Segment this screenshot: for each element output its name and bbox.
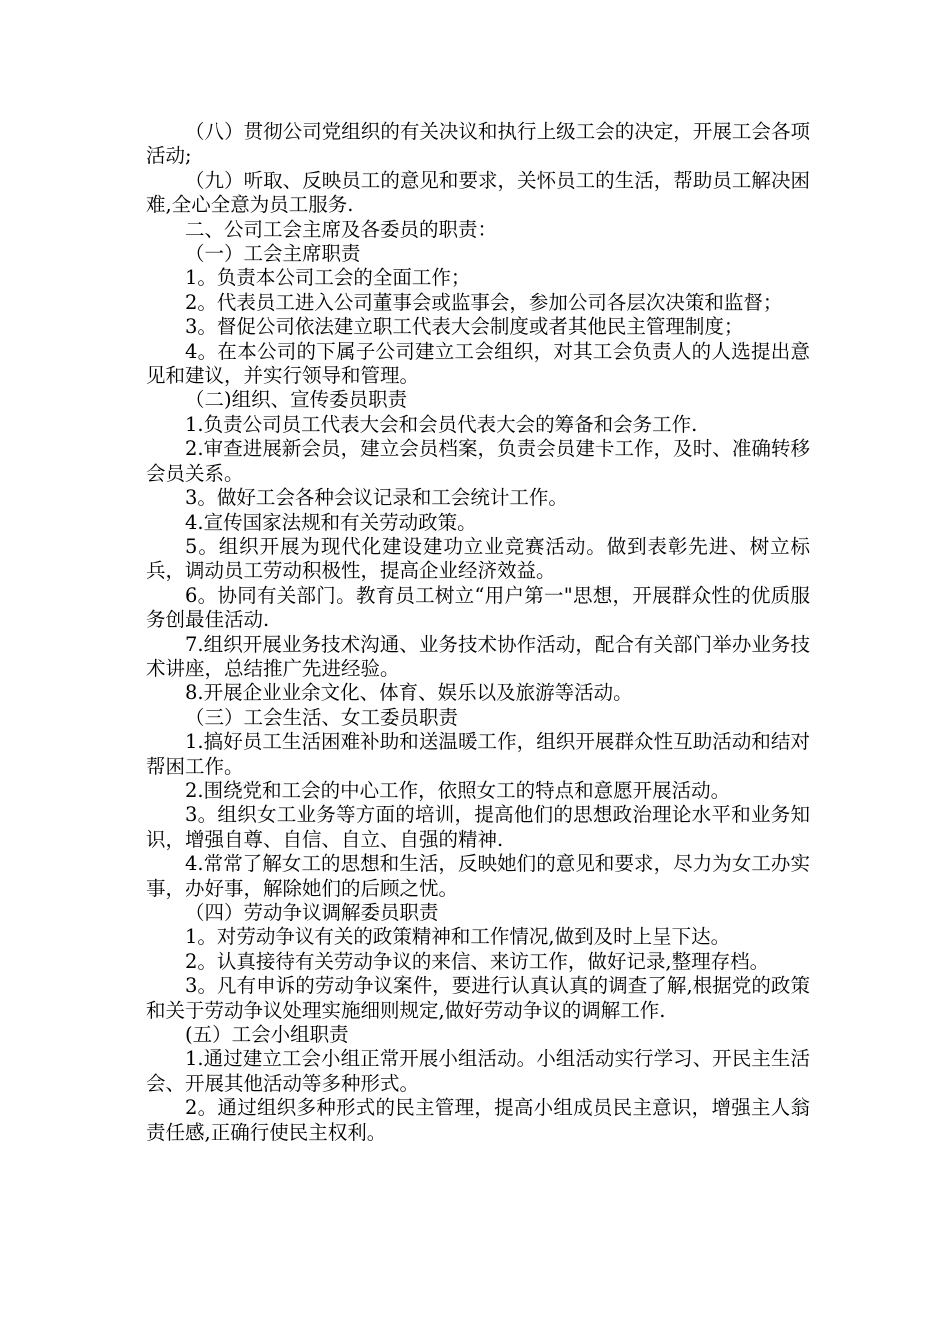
- paragraph: 1.负责公司员工代表大会和会员代表大会的筹备和会务工作.: [185, 412, 698, 436]
- paragraph: 3。督促公司依法建立职工代表大会制度或者其他民主管理制度；: [185, 315, 744, 339]
- section-heading: 二、公司工会主席及各委员的职责：: [185, 217, 498, 241]
- paragraph: 8.开展企业业余文化、体育、娱乐以及旅游等活动。: [185, 681, 633, 705]
- subsection-heading: （四）劳动争议调解委员职责: [185, 901, 439, 924]
- document-body: [146, 120, 810, 1145]
- paragraph: 5。组织开展为现代化建设建功立业竞赛活动。做到表彰先进、树立标兵，调动员工劳动积极性，提高企业经济效益。: [146, 534, 810, 583]
- paragraph: 1.搞好员工生活困难补助和送温暖工作，组织开展群众性互助活动和结对帮困工作。: [146, 730, 810, 778]
- paragraph: 4.宣传国家法规和有关劳动政策。: [185, 510, 477, 534]
- paragraph: 4。在本公司的下属子公司建立工会组织，对其工会负责人的人选提出意见和建议，并实行领导和管理。: [146, 339, 810, 388]
- paragraph: 4.常常了解女工的思想和生活，反映她们的意见和要求，尽力为女工办实事，办好事，解除她们的后顾之忧。: [146, 852, 810, 900]
- paragraph: 3。组织女工业务等方面的培训，提高他们的思想政治理论水平和业务知识，增强自尊、自信、自立、自强的精神.: [146, 803, 810, 851]
- paragraph: 2。代表员工进入公司董事会或监事会，参加公司各层次决策和监督；: [185, 290, 783, 314]
- paragraph: 2.围绕党和工会的中心工作，依照女工的特点和意愿开展活动。: [185, 778, 731, 802]
- paragraph: （九）听取、反映员工的意见和要求，关怀员工的生活，帮助员工解决困难,全心全意为员工服务.: [146, 168, 810, 217]
- paragraph: 2.审查进展新会员，建立会员档案，负责会员建卡工作，及时、准确转移会员关系。: [146, 437, 810, 485]
- subsection-heading: （一）工会主席职责: [185, 242, 361, 266]
- subsection-heading: (五）工会小组职责: [185, 1023, 349, 1047]
- paragraph: 3。做好工会各种会议记录和工会统计工作。: [185, 486, 568, 510]
- paragraph: （八）贯彻公司党组织的有关决议和执行上级工会的决定，开展工会各项活动;: [146, 120, 810, 168]
- paragraph: 1。负责本公司工会的全面工作；: [185, 266, 471, 290]
- subsection-heading: （二)组织、宣传委员职责: [185, 388, 408, 412]
- subsection-heading: （三）工会生活、女工委员职责: [185, 705, 459, 729]
- paragraph: 7.组织开展业务技术沟通、业务技术协作活动，配合有关部门举办业务技术讲座，总结推广先进经验。: [146, 632, 810, 680]
- paragraph: 6。协同有关部门。教育员工树立“用户第一"思想，开展群众性的优质服务创最佳活动.: [146, 583, 810, 632]
- paragraph: 2。认真接待有关劳动争议的来信、来访工作，做好记录,整理存档。: [185, 949, 770, 973]
- paragraph: 3。凡有申诉的劳动争议案件，要进行认真认真的调查了解,根据党的政策和关于劳动争议处理实施细则规定,做好劳动争议的调解工作.: [146, 974, 810, 1022]
- paragraph: 2。通过组织多种形式的民主管理，提高小组成员民主意识，增强主人翁责任感,正确行使民主权利。: [146, 1096, 810, 1144]
- paragraph: 1。对劳动争议有关的政策精神和工作情况,做到及时上呈下达。: [185, 925, 731, 949]
- paragraph: 1.通过建立工会小组正常开展小组活动。小组活动实行学习、开民主生活会、开展其他活动等多种形式。: [146, 1047, 810, 1095]
